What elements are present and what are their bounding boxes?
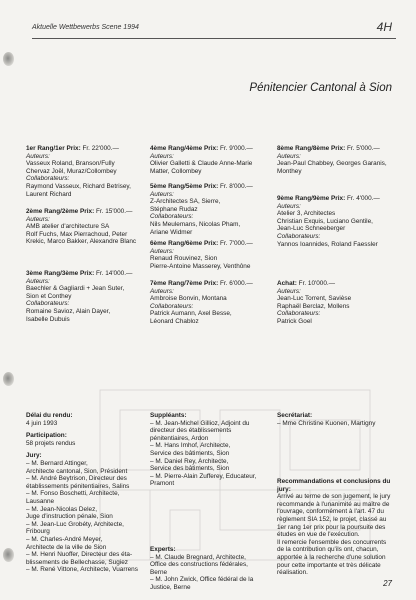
prize-rank: 4ème Rang/4ème Prix: bbox=[150, 145, 219, 152]
prize-line: Auteurs: bbox=[150, 190, 174, 198]
prize-amount: Fr. 22'000.— bbox=[80, 145, 119, 152]
recommandation-line: règlement SIA 152, le projet, classé au bbox=[277, 515, 387, 523]
prize-line: Ambroise Bonvin, Montana bbox=[150, 295, 227, 303]
recommandation-line: Arrivé au terme de son jugement, le jury bbox=[277, 493, 391, 501]
prize-line: Stéphane Rudaz bbox=[150, 205, 198, 213]
recommandation-line: réalisation. bbox=[277, 569, 308, 577]
prize-5 bbox=[150, 183, 275, 236]
page-number: 27 bbox=[383, 579, 392, 588]
delai-value: 4 juin 1993 bbox=[26, 419, 58, 427]
prize-line: AMB atelier d'architecture SA bbox=[26, 223, 110, 231]
jury-line: – M. Jean-Nicolas Delez, bbox=[26, 505, 98, 513]
prize-line: Vasseux Roland, Branson/Fully bbox=[26, 160, 115, 168]
prize-amount: Fr. 9'000.— bbox=[218, 145, 253, 152]
recommandation-line: apportée à la recherche d'une solution bbox=[277, 553, 386, 561]
expert-line: – M. Claude Bregnard, Architecte, bbox=[150, 553, 246, 561]
suppleant-line: pénitentiaires, Ardon bbox=[150, 434, 209, 442]
prize-line: Collaborateurs: bbox=[26, 175, 70, 183]
jury-label: Jury: bbox=[26, 452, 42, 460]
prize-amount: Fr. 7'000.— bbox=[218, 240, 253, 247]
project-title: Pénitencier Cantonal à Sion bbox=[249, 82, 392, 94]
binder-hole bbox=[3, 548, 14, 562]
prize-line: Jean-Luc Schneeberger bbox=[277, 225, 346, 233]
prize-line: Laurent Richard bbox=[26, 190, 72, 198]
publication-header: Aktuelle Wettbewerbs Scene 1994 bbox=[32, 24, 139, 31]
prize-line: Auteurs: bbox=[277, 287, 301, 295]
prize-line: Patrick Aumann, Axel Besse, bbox=[150, 310, 232, 318]
prize-line: Sion et Conthey bbox=[26, 292, 72, 300]
suppleant-line: – M. Jean-Michel Gillioz, Adjoint du bbox=[150, 419, 250, 427]
prize-line: Collaborateurs: bbox=[277, 310, 321, 318]
prize-amount: Fr. 4'000.— bbox=[345, 195, 380, 202]
expert-line: Justice, Berne bbox=[150, 583, 191, 591]
jury-line: Juge d'instruction pénale, Sion bbox=[26, 513, 113, 521]
expert-line: – M. John Zwick, Office fédéral de la bbox=[150, 576, 254, 584]
jury-line: – M. Jean-Luc Grobéty, Architecte, bbox=[26, 520, 124, 528]
section-number: 4H bbox=[376, 20, 392, 34]
prize-line: Auteurs: bbox=[26, 152, 50, 160]
prize-line: Auteurs: bbox=[277, 202, 301, 210]
secretariat-label: Secrétariat: bbox=[277, 412, 313, 419]
prize-line: Auteurs: bbox=[26, 215, 50, 223]
prize-line: Ariane Widmer bbox=[150, 228, 193, 236]
prize-amount: Fr. 14'000.— bbox=[94, 270, 133, 277]
participation-label: Participation: bbox=[26, 432, 67, 440]
recommandation-line: pour cette importante et très délicate bbox=[277, 561, 381, 569]
prize-line: Auteurs: bbox=[150, 247, 174, 255]
recommandations-label: Recommandations et conclusions du jury: bbox=[277, 478, 391, 493]
jury-line: – M. René Vittone, Architecte, Vuarrens bbox=[26, 566, 138, 574]
recommandation-line: études en vue de l'exécution. bbox=[277, 531, 360, 539]
prize-line: Auteurs: bbox=[150, 152, 174, 160]
jury-line: – M. Bernard Attinger, bbox=[26, 459, 88, 467]
prize-line: Z-Architectes SA, Sierre, bbox=[150, 198, 221, 206]
binder-hole bbox=[3, 52, 14, 66]
jury-line: – M. André Beytrison, Directeur des bbox=[26, 475, 127, 483]
recommandation-line: de la contribution qu'ils ont, chacun, bbox=[277, 546, 379, 554]
recommandation-line: Il remercie l'ensemble des concurrents bbox=[277, 538, 387, 546]
expert-line: Office des constructions fédérales, bbox=[150, 561, 248, 569]
jury-line: Fribourg bbox=[26, 528, 50, 536]
prize-7 bbox=[150, 280, 275, 326]
prize-6 bbox=[150, 240, 275, 270]
jury-line: Lausanne bbox=[26, 497, 55, 505]
suppleant-line: directeur des établissements bbox=[150, 427, 232, 435]
suppleant-line: – M. Daniel Rey, Architecte, bbox=[150, 457, 229, 465]
jury-line: – M. Fonso Boschetti, Architecte, bbox=[26, 490, 120, 498]
prize-rank: 5ème Rang/5ème Prix: bbox=[150, 183, 219, 190]
prize-line: Auteurs: bbox=[277, 152, 301, 160]
jury-line: blissements de Bellechasse, Sugiez bbox=[26, 558, 128, 566]
delai-label: Délai du rendu: bbox=[26, 412, 73, 419]
prize-line: Jean-Paul Chabbey, Georges Garanis, bbox=[277, 160, 387, 168]
prize-rank: 1er Rang/1er Prix: bbox=[26, 145, 81, 152]
prize-line: Auteurs: bbox=[26, 277, 50, 285]
binder-hole bbox=[3, 372, 14, 386]
jury-line: – M. Henri Nuoffer, Directeur des éta- bbox=[26, 551, 133, 559]
prize-line: Pierre-Antoine Masserey, Venthône bbox=[150, 262, 251, 270]
prize-rank: 8ème Rang/8ème Prix: bbox=[277, 145, 346, 152]
prize-line: Christian Exquis, Luciano Gentile, bbox=[277, 217, 373, 225]
prize-amount: Fr. 8'000.— bbox=[218, 183, 253, 190]
participation-value: 58 projets rendus bbox=[26, 439, 76, 447]
prize-rank: 9ème Rang/9ème Prix: bbox=[277, 195, 346, 202]
prize-1 bbox=[26, 145, 146, 198]
suppleant-line: Service des bâtiments, Sion bbox=[150, 449, 230, 457]
prize-achat bbox=[277, 280, 402, 326]
suppleants-column bbox=[150, 412, 275, 592]
prize-line: Collaborateurs: bbox=[26, 300, 70, 308]
prize-line: Chervaz Joël, Muraz/Collombey bbox=[26, 167, 117, 175]
prize-line: Raphaël Berclaz, Mollens bbox=[277, 302, 350, 310]
suppleant-line: Service des bâtiments, Sion bbox=[150, 465, 230, 473]
prize-rank: 3ème Rang/3ème Prix: bbox=[26, 270, 95, 277]
prize-line: Collaborateurs: bbox=[277, 232, 321, 240]
experts-label: Experts: bbox=[150, 545, 176, 553]
prize-line: Jean-Luc Torrent, Savièse bbox=[277, 295, 352, 303]
prize-amount: Fr. 6'000.— bbox=[218, 280, 253, 287]
jury-column bbox=[26, 412, 148, 574]
prize-line: Patrick Goel bbox=[277, 317, 312, 325]
prize-line: Auteurs: bbox=[150, 287, 174, 295]
prize-line: Yannos Ioannides, Roland Faessler bbox=[277, 240, 378, 248]
recommandation-line: l'ouvrage, conformément à l'art. 47 du bbox=[277, 508, 384, 516]
prize-line: Matter, Collombey bbox=[150, 167, 202, 175]
secretariat-column bbox=[277, 412, 402, 427]
prize-line: Atelier 3, Architectes bbox=[277, 210, 336, 218]
suppleant-line: Pramont bbox=[150, 480, 175, 488]
prize-line: Collaborateurs: bbox=[150, 302, 194, 310]
prize-rank: Achat: bbox=[277, 280, 297, 287]
recommandations-block bbox=[277, 478, 402, 577]
prize-line: Krekic, Marco Bakker, Alexandre Blanc bbox=[26, 238, 137, 246]
prize-rank: 6ème Rang/6ème Prix: bbox=[150, 240, 219, 247]
prize-rank: 7ème Rang/7ème Prix: bbox=[150, 280, 219, 287]
prize-line: Baechler & Gagliardi + Jean Suter, bbox=[26, 285, 125, 293]
prize-8 bbox=[277, 145, 402, 175]
suppleant-line: – M. Hans Imhof, Architecte, bbox=[150, 442, 231, 450]
expert-line: Berne bbox=[150, 568, 168, 576]
secretariat-value: – Mme Christine Kuonen, Martigny bbox=[277, 419, 376, 427]
suppleants-label: Suppléants: bbox=[150, 412, 187, 419]
jury-line: établissements pénitentiaires, Salins bbox=[26, 482, 130, 490]
jury-line: Architecte cantonal, Sion, Président bbox=[26, 467, 128, 475]
prize-line: Monthey bbox=[277, 167, 302, 175]
prize-amount: Fr. 5'000.— bbox=[345, 145, 380, 152]
prize-line: Raymond Vasseux, Richard Betrisey, bbox=[26, 182, 131, 190]
prize-9 bbox=[277, 195, 402, 248]
prize-3 bbox=[26, 270, 146, 323]
prize-4 bbox=[150, 145, 275, 175]
prize-line: Rolf Fuchs, Max Pierrachoud, Peter bbox=[26, 230, 128, 238]
jury-line: – M. Charles-André Meyer, bbox=[26, 535, 103, 543]
prize-line: Nils Meulemans, Nicolas Pham, bbox=[150, 220, 241, 228]
suppleant-line: – M. Pierre-Alain Zufferey, Educateur, bbox=[150, 472, 257, 480]
prize-line: Renaud Rouvinez, Sion bbox=[150, 255, 218, 263]
prize-rank: 2ème Rang/2ème Prix: bbox=[26, 208, 95, 215]
jury-line: Architecte de la ville de Sion bbox=[26, 543, 107, 551]
prize-amount: Fr. 10'000.— bbox=[296, 280, 336, 287]
header-rule bbox=[32, 38, 396, 39]
prize-line: Olivier Galletti & Claude Anne-Marie bbox=[150, 160, 253, 168]
prize-line: Collaborateurs: bbox=[150, 213, 194, 221]
prize-2 bbox=[26, 208, 146, 246]
prize-line: Isabelle Dubuis bbox=[26, 315, 70, 323]
prize-line: Léonard Chabloz bbox=[150, 317, 199, 325]
recommandation-line: 1er rang 1er prix pour la poursuite des bbox=[277, 523, 386, 531]
prize-amount: Fr. 15'000.— bbox=[94, 208, 133, 215]
recommandation-line: recommande à l'unanimité au maître de bbox=[277, 500, 390, 508]
prize-line: Romaine Savioz, Alain Dayer, bbox=[26, 307, 111, 315]
